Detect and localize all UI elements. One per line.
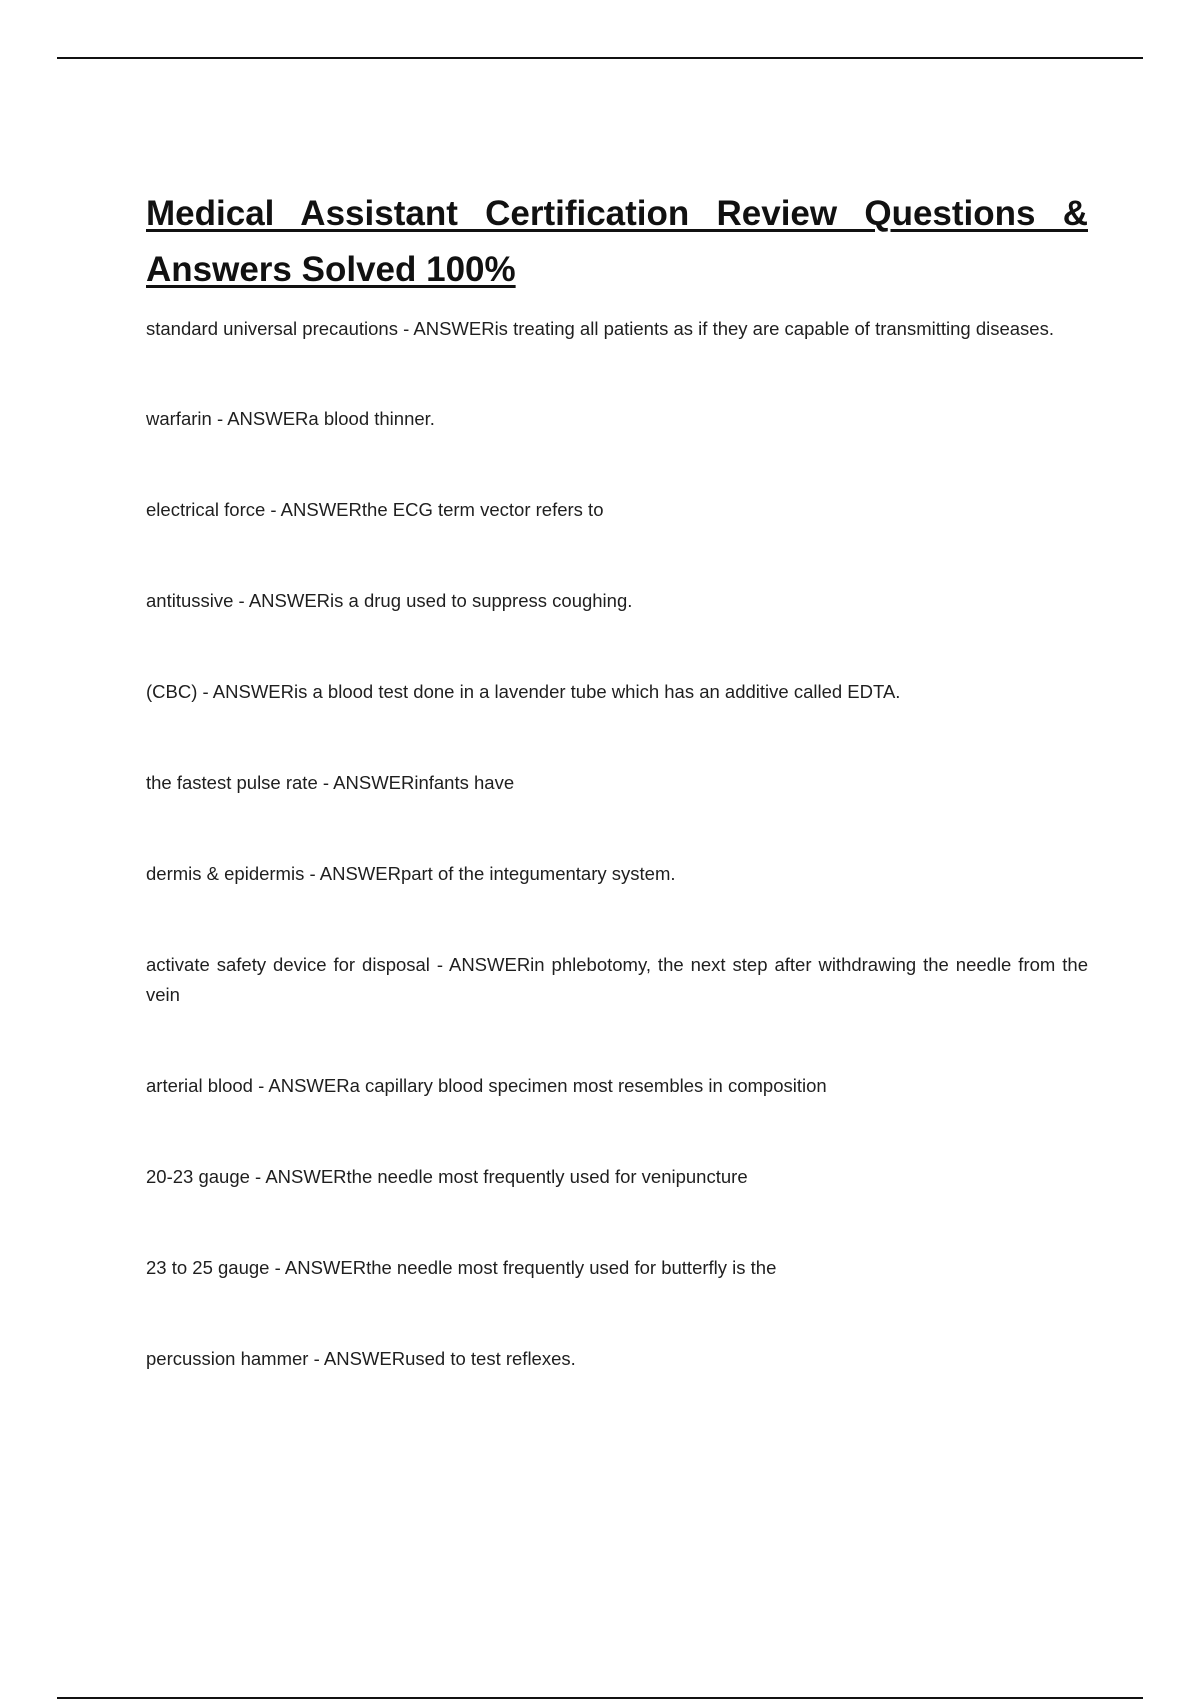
qa-list	[146, 314, 1088, 1374]
qa-item: activate safety device for disposal - ANSWERin phlebotomy, the next step after withdrawing the needle from the vein	[146, 954, 1088, 1005]
qa-item: 20-23 gauge - ANSWERthe needle most frequently used for venipuncture	[146, 1166, 748, 1187]
qa-item: 23 to 25 gauge - ANSWERthe needle most frequently used for butterfly is the	[146, 1257, 777, 1278]
qa-item: percussion hammer - ANSWERused to test reflexes.	[146, 1348, 576, 1369]
qa-item: the fastest pulse rate - ANSWERinfants have	[146, 772, 515, 793]
qa-item: (CBC) - ANSWERis a blood test done in a lavender tube which has an additive called EDTA.	[146, 681, 901, 702]
qa-item: antitussive - ANSWERis a drug used to suppress coughing.	[146, 590, 633, 611]
qa-item: arterial blood - ANSWERa capillary blood specimen most resembles in composition	[146, 1075, 827, 1096]
document-title: Medical Assistant Certification Review Questions & Answers Solved 100%	[146, 194, 1088, 289]
qa-item: dermis & epidermis - ANSWERpart of the integumentary system.	[146, 863, 676, 884]
qa-item: electrical force - ANSWERthe ECG term vector refers to	[146, 499, 604, 520]
header-rule	[57, 57, 1143, 59]
qa-item: warfarin - ANSWERa blood thinner.	[146, 408, 435, 429]
document-body	[146, 186, 1088, 1435]
footer-rule	[57, 1697, 1143, 1699]
qa-item: standard universal precautions - ANSWERis treating all patients as if they are capable of transmitting diseases.	[146, 318, 1054, 339]
